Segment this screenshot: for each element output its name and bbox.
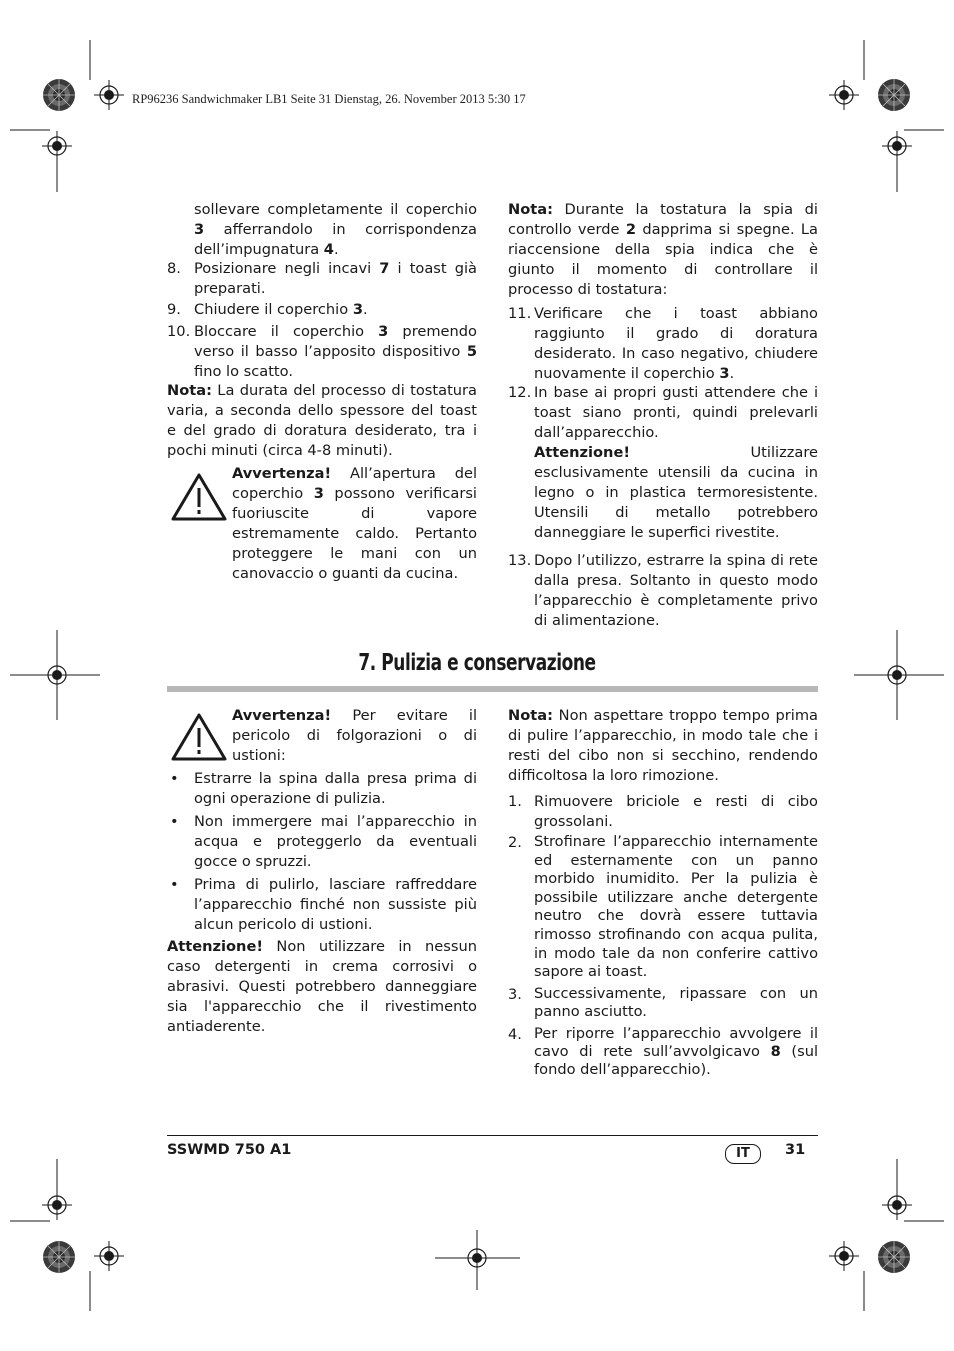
print-rosette-icon	[877, 1240, 911, 1274]
registration-mark-icon	[94, 1241, 124, 1271]
bullet-icon: •	[170, 770, 179, 787]
registration-mark-icon	[829, 80, 859, 110]
registration-mark-icon	[882, 660, 912, 690]
print-rosette-icon	[42, 1240, 76, 1274]
registration-mark-icon	[42, 1190, 72, 1220]
registration-mark-icon	[42, 660, 72, 690]
registration-mark-icon	[42, 131, 72, 161]
caution-paragraph: Attenzione! Utilizzare esclusivamente utensili da cucina in legno o in plastica termoresistente. Utensili di metallo potrebbero danneggiare le superfici rivestite.	[534, 444, 818, 541]
registration-mark-icon	[882, 131, 912, 161]
bullet-icon: •	[170, 813, 179, 830]
registration-mark-icon	[94, 80, 124, 110]
note-paragraph: Nota: Non aspettare troppo tempo prima di pulire l’apparecchio, in modo tale che i resti del cibo non si secchino, rendendo difficoltosa la loro rimozione.	[508, 707, 818, 784]
warning-paragraph: Avvertenza! Per evitare il pericolo di folgorazioni o di ustioni:	[232, 707, 477, 764]
registration-mark-icon	[829, 1241, 859, 1271]
section-title: 7. Pulizia e conservazione	[358, 650, 596, 676]
print-info-line: RP96236 Sandwichmaker LB1 Seite 31 Dienstag, 26. November 2013 5:30 17	[132, 92, 526, 106]
note-paragraph: Nota: Durante la tostatura la spia di controllo verde 2 dapprima si spegne. La riaccensione della spia indica che è giunto il momento di controllare il processo di tostatura:	[508, 201, 818, 298]
registration-mark-icon	[882, 1190, 912, 1220]
print-rosette-icon	[42, 78, 76, 112]
page-number: 31	[785, 1142, 806, 1158]
language-badge: IT	[725, 1144, 761, 1164]
print-rosette-icon	[877, 78, 911, 112]
warning-paragraph: Avvertenza! All’apertura del coperchio 3 possono verificarsi fuoriuscite di vapore estremamente caldo. Pertanto proteggere le mani con un canovaccio o guanti da cucina.	[232, 465, 477, 582]
bullet-icon: •	[170, 876, 179, 893]
caution-paragraph: Attenzione! Non utilizzare in nessun caso detergenti in crema corrosivi o abrasivi. Questi potrebbero danneggiare sia l'apparecchio che il rivestimento antiaderente.	[167, 938, 477, 1035]
continued-step: sollevare completamente il coperchio 3 afferrandolo in corrispondenza dell’impugnatura 4.	[194, 201, 477, 258]
footer-model-number: SSWMD 750 A1	[167, 1142, 292, 1158]
registration-mark-icon	[462, 1243, 492, 1273]
note-paragraph: Nota: La durata del processo di tostatura varia, a seconda dello spessore del toast e del grado di doratura desiderato, tra i pochi minuti (circa 4-8 minuti).	[167, 382, 477, 459]
